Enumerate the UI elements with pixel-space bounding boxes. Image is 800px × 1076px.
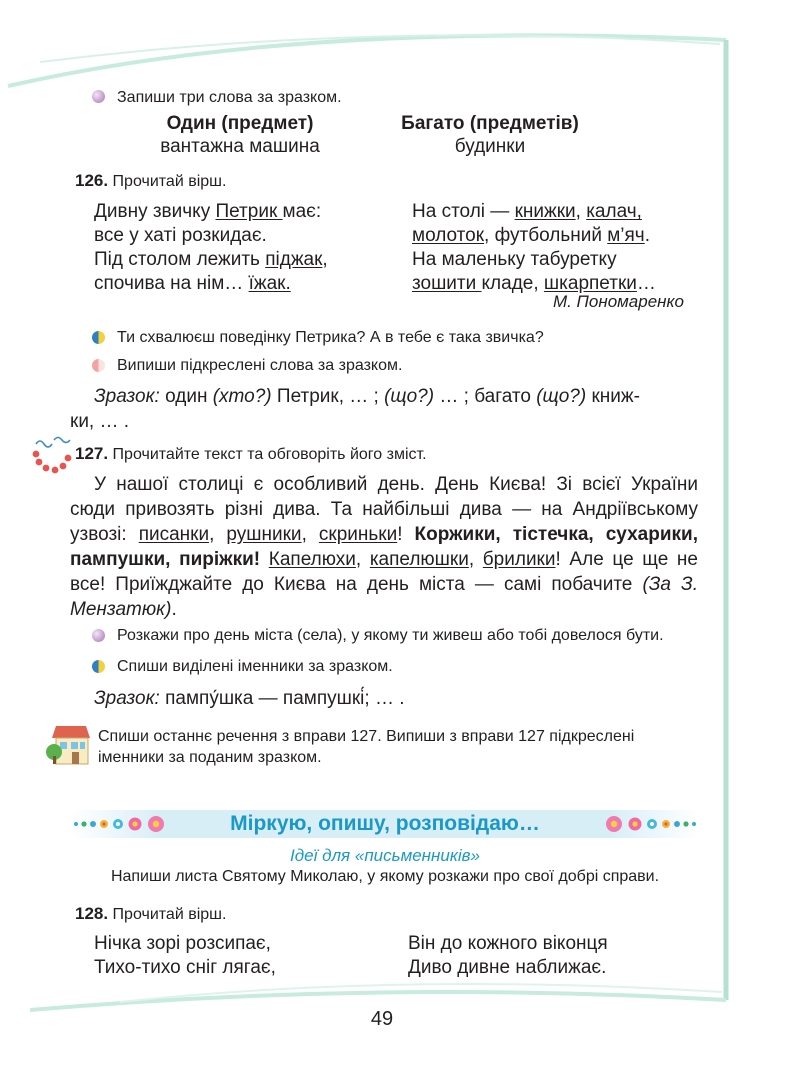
task-text: Випиши підкреслені слова за зразком. [117,357,403,374]
poem-line: Тихо-тихо сніг лягає, [94,957,276,978]
column-header-one: Один (предмет) [166,113,314,134]
section-task: Напиши листа Святому Миколаю, у якому розкажи про свої добрі справи. [110,868,660,885]
house-icon [44,722,92,766]
exercise-128-heading [75,904,226,924]
poem-author: М. Пономаренко [552,292,684,311]
question-text: Ти схвалюєш поведінку Петрика? А в тебе є така звичка? [117,329,544,346]
poem-line: спочива на нім… їжак. [94,273,291,294]
homework-line: іменники за поданим зразком. [98,749,322,766]
exercise-number: 128. [75,904,109,923]
poem-right-column [408,932,608,980]
column-example-many: будинки [454,136,526,157]
pink-bullet-icon [92,359,105,372]
poem-line: На столі — книжки, калач, [412,201,642,222]
poem-left-column [94,932,276,980]
flower-row-right-icon [594,812,698,836]
exercise-127-heading [75,444,427,464]
poem-line: На маленьку табуретку [412,249,617,270]
exercise-title: Прочитайте текст та обговоріть його зміст. [112,446,427,463]
bead-necklace-icon [30,436,74,476]
sample-line-continued: ки, … . [70,411,130,432]
lilac-bullet-icon [92,629,105,642]
exercise-126-heading [75,171,226,191]
poem-line: все у хаті розкидає. [94,225,267,246]
poem-line: Під столом лежить піджак, [94,249,328,270]
exercise-number: 126. [75,171,109,190]
section-title: Міркую, опишу, розповідаю… [230,812,540,835]
poem-line: Дивну звичку Петрик має: [94,201,322,222]
question-text: Розкажи про день міста (села), у якому ти живеш або тобі довелося бути. [117,627,664,644]
homework-line: Спиши останнє речення з вправи 127. Випиши з вправи 127 підкреслені [98,728,635,745]
half-circle-bullet-icon [92,331,105,344]
sample-line: Зразок: пампу́шка — пампушкі́; … . [94,688,405,709]
exercise-127-text: У нашої столиці є особливий день. День Києва! Зі всієї України сюди привозять різні дива. Та найбільші дива — на Андріївському узвозі: писанки, рушники, скриньки! Коржики, тістечка, сухарики, пампушки, пиріжки! Капелюхи, капелюшки, брилики! Але це ще не все! Приїжджайте до Києва на день міста — самі побачите (За З. Мензатюк). [70,474,698,620]
poem-line: Він до кожного віконця [408,933,608,954]
page-number: 49 [370,1008,394,1030]
section-subtitle: Ідеї для «письменників» [290,846,480,865]
poem-line: зошити кладе, шкарпетки… [412,273,656,294]
homework-text [98,726,634,768]
poem-line: Диво дивне наближає. [408,957,607,978]
task-text: Спиши виділені іменники за зразком. [117,658,393,675]
exercise-title: Прочитай вірш. [112,173,227,190]
top-instruction: Запиши три слова за зразком. [117,89,342,106]
half-circle-bullet-icon [92,660,105,673]
exercise-title: Прочитай вірш. [112,906,227,923]
sample-line: Зразок: один (хто?) Петрик, … ; (що?) … ; багато (що?) книж- [94,386,640,407]
column-example-one: вантажна машина [160,136,320,157]
poem-line: Нічка зорі розсипає, [94,933,271,954]
exercise-number: 127. [75,444,109,463]
poem-left-column [94,200,328,296]
column-header-many: Багато (предметів) [401,113,579,134]
lilac-bullet-icon [92,90,105,103]
poem-right-column [412,200,656,296]
poem-line: молоток, футбольний м’яч. [412,225,650,246]
flower-row-left-icon [72,812,176,836]
